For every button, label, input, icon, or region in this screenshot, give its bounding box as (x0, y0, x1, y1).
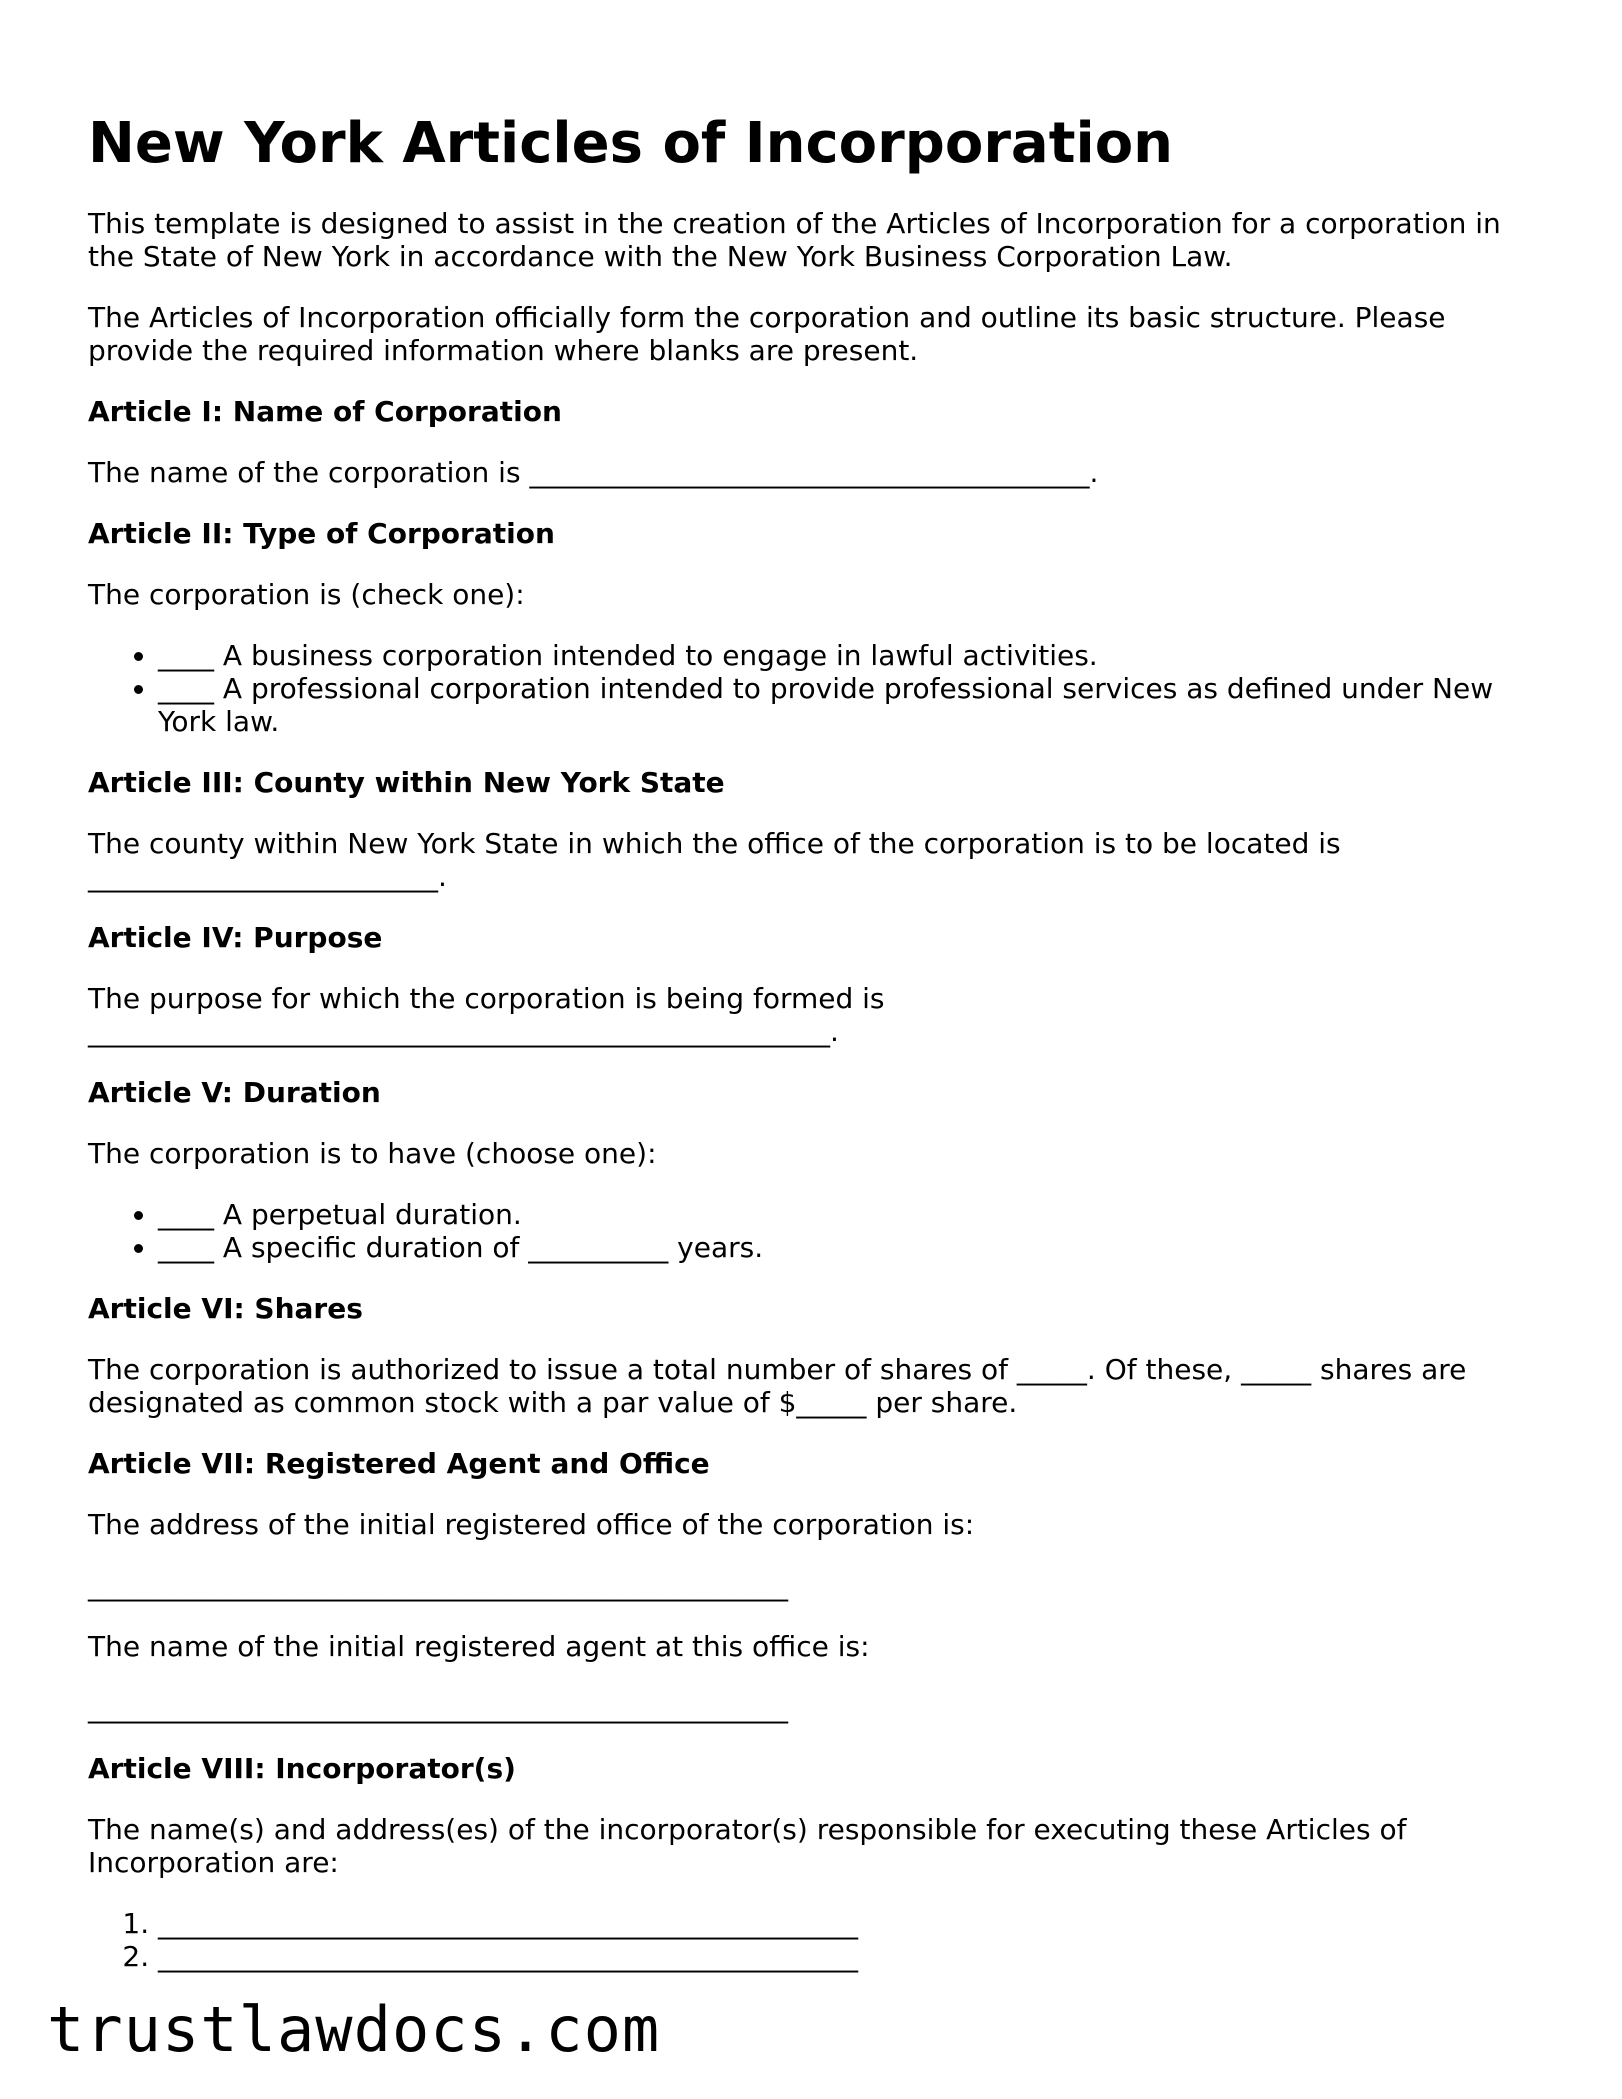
article-6-text: The corporation is authorized to issue a total number of shares of _____. Of these, _____ shares are designated as common stock with a par value of $_____ per share. (88, 1353, 1467, 1419)
article-7-office-blank: __________________________________________________ (88, 1569, 788, 1602)
intro-paragraph-2: The Articles of Incorporation officially form the corporation and outline its basic structure. Please provide the required information where blanks are present. (88, 301, 1446, 367)
article-4-text: The purpose for which the corporation is being formed is _____________________________________________________. (88, 982, 885, 1048)
article-5-text: The corporation is to have (choose one): (88, 1137, 657, 1170)
intro-paragraph-1: This template is designed to assist in the creation of the Articles of Incorporation for a corporation in the State of New York in accordance with the New York Business Corporation Law. (88, 207, 1501, 273)
incorporator-list (88, 1907, 1508, 1973)
article-1-text: The name of the corporation is ________________________________________. (88, 456, 1099, 489)
article-2-option-business: • ____ A business corporation intended to engage in lawful activities. (158, 639, 1508, 672)
article-5-heading: Article V: Duration (88, 1076, 381, 1109)
article-5-options (88, 1198, 1508, 1264)
article-2-options (88, 639, 1508, 738)
article-8-heading: Article VIII: Incorporator(s) (88, 1752, 516, 1785)
article-7-agent-blank: __________________________________________________ (88, 1691, 788, 1724)
article-5-option-perpetual: • ____ A perpetual duration. (158, 1198, 1508, 1231)
incorporator-line-1: 1. __________________________________________________ (158, 1907, 1508, 1940)
article-3-text: The county within New York State in which the office of the corporation is to be located is _________________________. (88, 827, 1341, 893)
article-7-heading: Article VII: Registered Agent and Office (88, 1447, 710, 1480)
watermark: trustlawdocs.com (47, 1993, 661, 2066)
article-2-text: The corporation is (check one): (88, 578, 525, 611)
document-page (88, 105, 1508, 2001)
document-title: New York Articles of Incorporation (88, 111, 1174, 176)
article-3-heading: Article III: County within New York State (88, 766, 725, 799)
article-2-option-professional: • ____ A professional corporation intended to provide professional services as defined under New York law. (158, 672, 1508, 738)
incorporator-line-2: 2. __________________________________________________ (158, 1940, 1508, 1973)
article-1-heading: Article I: Name of Corporation (88, 395, 562, 428)
article-5-option-specific: • ____ A specific duration of __________ years. (158, 1231, 1508, 1264)
article-2-heading: Article II: Type of Corporation (88, 517, 555, 550)
article-7-office-text: The address of the initial registered office of the corporation is: (88, 1508, 975, 1541)
article-8-text: The name(s) and address(es) of the incorporator(s) responsible for executing these Articles of Incorporation are: (88, 1813, 1407, 1879)
article-7-agent-text: The name of the initial registered agent at this office is: (88, 1630, 870, 1663)
article-6-heading: Article VI: Shares (88, 1292, 363, 1325)
article-4-heading: Article IV: Purpose (88, 921, 383, 954)
